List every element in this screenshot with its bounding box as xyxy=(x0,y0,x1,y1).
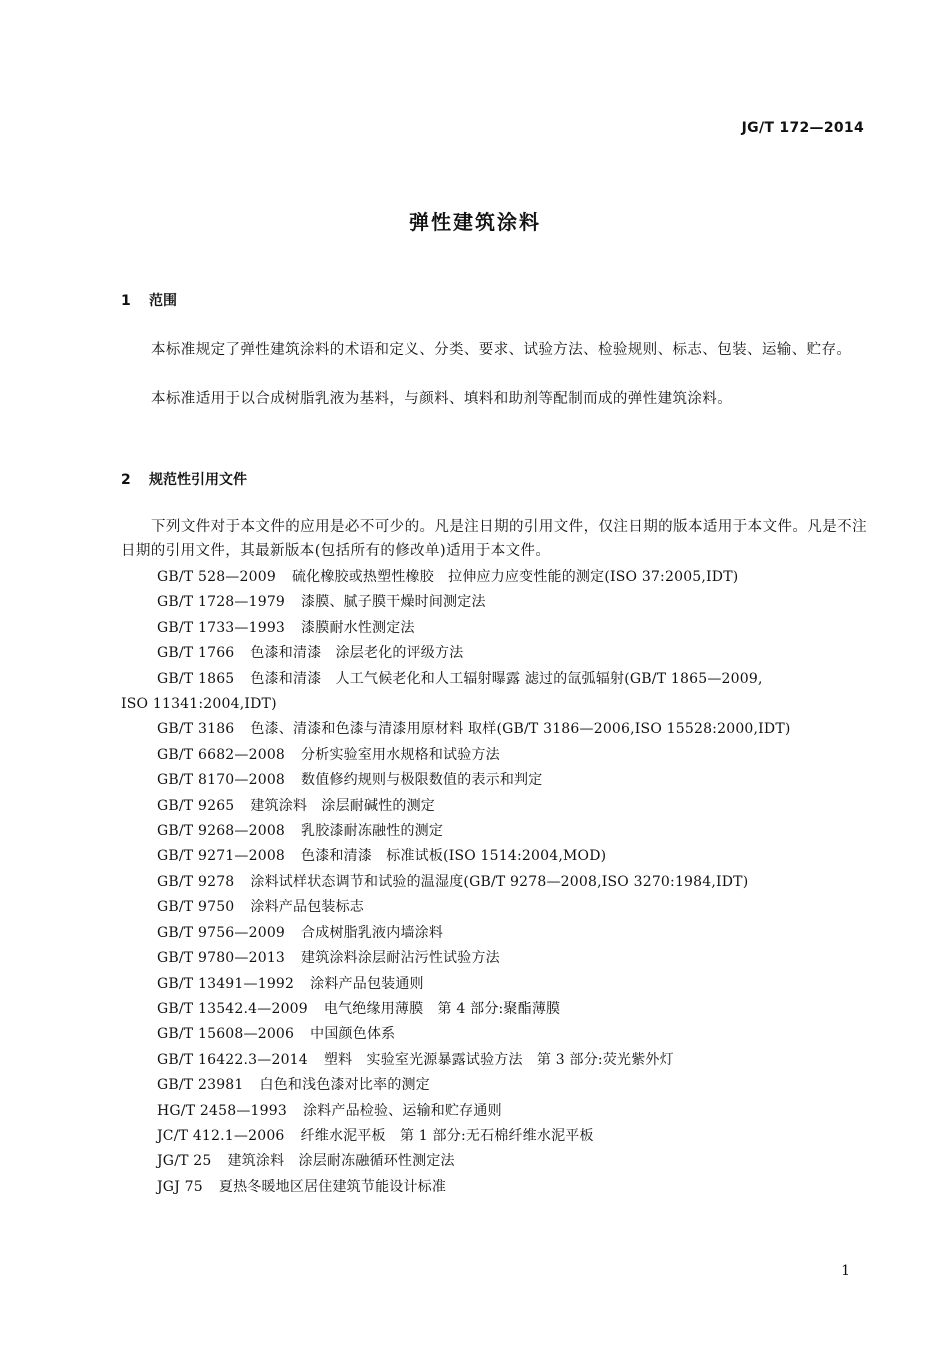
reference-item xyxy=(121,844,881,869)
reference-item xyxy=(121,616,881,641)
reference-title: 夏热冬暖地区居住建筑节能设计标准 xyxy=(218,1178,447,1195)
reference-code: GB/T 1865 xyxy=(157,670,235,687)
page-number: 1 xyxy=(841,1263,850,1279)
reference-code: JGJ 75 xyxy=(157,1178,203,1195)
reference-title: 乳胶漆耐冻融性的测定 xyxy=(301,823,444,840)
reference-item xyxy=(121,1048,881,1073)
reference-code: GB/T 8170—2008 xyxy=(157,772,286,789)
reference-title: 涂料产品检验、运输和贮存通则 xyxy=(302,1102,502,1119)
reference-code: GB/T 9265 xyxy=(157,797,235,814)
reference-title: 数值修约规则与极限数值的表示和判定 xyxy=(301,772,543,789)
reference-title: 涂料产品包装通则 xyxy=(310,975,424,992)
reference-code: GB/T 15608—2006 xyxy=(157,1026,295,1043)
reference-code: GB/T 9268—2008 xyxy=(157,823,286,840)
reference-title: 色漆和清漆 涂层老化的评级方法 xyxy=(250,645,464,662)
reference-item xyxy=(121,743,881,768)
reference-title: 分析实验室用水规格和试验方法 xyxy=(301,746,500,763)
reference-code: GB/T 9750 xyxy=(157,899,235,916)
reference-list xyxy=(121,565,881,1200)
section-title: 范围 xyxy=(149,293,177,309)
reference-item xyxy=(121,667,881,718)
reference-code: GB/T 1728—1979 xyxy=(157,594,286,611)
reference-title: 建筑涂料涂层耐沾污性试验方法 xyxy=(301,950,500,967)
reference-title: 色漆、清漆和色漆与清漆用原材料 取样(GB/T 3186—2006,ISO 15528:2000,IDT) xyxy=(250,721,791,738)
reference-title: 色漆和清漆 标准试板(ISO 1514:2004,MOD) xyxy=(301,848,607,865)
reference-item xyxy=(121,870,881,895)
reference-title: 电气绝缘用薄膜 第 4 部分:聚酯薄膜 xyxy=(323,1000,561,1017)
reference-title: 中国颜色体系 xyxy=(310,1026,396,1043)
reference-code: JG/T 25 xyxy=(157,1153,212,1170)
reference-code: GB/T 9271—2008 xyxy=(157,848,286,865)
reference-code: GB/T 13491—1992 xyxy=(157,975,295,992)
section-number: 2 xyxy=(121,472,131,488)
reference-title: 硫化橡胶或热塑性橡胶 拉伸应力应变性能的测定(ISO 37:2005,IDT) xyxy=(291,569,739,585)
reference-title-continuation: ISO 11341:2004,IDT) xyxy=(121,696,277,713)
reference-item xyxy=(121,972,881,997)
reference-item xyxy=(121,768,881,793)
reference-item xyxy=(121,1099,881,1124)
section-2-heading xyxy=(121,469,247,489)
reference-code: GB/T 13542.4—2009 xyxy=(157,1000,308,1017)
reference-title: 合成树脂乳液内墙涂料 xyxy=(301,924,444,941)
reference-title: 塑料 实验室光源暴露试验方法 第 3 部分:荧光紫外灯 xyxy=(323,1051,674,1068)
reference-code: GB/T 1766 xyxy=(157,645,235,662)
reference-code: GB/T 9756—2009 xyxy=(157,924,286,941)
scope-paragraph-2: 本标准适用于以合成树脂乳液为基料，与颜料、填料和助剂等配制而成的弹性建筑涂料。 xyxy=(151,391,733,407)
reference-item xyxy=(121,565,881,590)
reference-title: 涂料产品包装标志 xyxy=(250,899,365,916)
reference-code: GB/T 16422.3—2014 xyxy=(157,1051,308,1068)
reference-item xyxy=(121,1175,881,1200)
reference-item xyxy=(121,1149,881,1174)
reference-code: GB/T 1733—1993 xyxy=(157,619,286,636)
scope-paragraph-1: 本标准规定了弹性建筑涂料的术语和定义、分类、要求、试验方法、检验规则、标志、包装、运输、贮存。 xyxy=(151,342,852,358)
reference-item xyxy=(121,1073,881,1098)
reference-item xyxy=(121,641,881,666)
reference-title: 漆膜耐水性测定法 xyxy=(301,619,415,636)
standard-code: JG/T 172—2014 xyxy=(741,120,864,136)
reference-item xyxy=(121,1124,881,1149)
reference-code: HG/T 2458—1993 xyxy=(157,1102,287,1119)
reference-item xyxy=(121,794,881,819)
reference-title: 纤维水泥平板 第 1 部分:无石棉纤维水泥平板 xyxy=(300,1127,594,1144)
reference-title: 色漆和清漆 人工气候老化和人工辐射曝露 滤过的氙弧辐射(GB/T 1865—2009, xyxy=(250,670,763,687)
reference-code: GB/T 6682—2008 xyxy=(157,746,286,763)
reference-item xyxy=(121,921,881,946)
reference-title: 涂料试样状态调节和试验的温湿度(GB/T 9278—2008,ISO 3270:1984,IDT) xyxy=(250,873,749,890)
reference-title: 白色和浅色漆对比率的测定 xyxy=(259,1077,430,1094)
reference-item xyxy=(121,819,881,844)
reference-item xyxy=(121,590,881,615)
reference-code: GB/T 3186 xyxy=(157,721,235,738)
reference-title: 建筑涂料 涂层耐碱性的测定 xyxy=(250,797,436,814)
reference-code: GB/T 23981 xyxy=(157,1077,244,1094)
reference-item xyxy=(121,946,881,971)
references-intro: 下列文件对于本文件的应用是必不可少的。凡是注日期的引用文件，仅注日期的版本适用于本文件。凡是不注日期的引用文件，其最新版本(包括所有的修改单)适用于本文件。 xyxy=(121,519,867,559)
reference-code: GB/T 528—2009 xyxy=(157,569,276,585)
section-number: 1 xyxy=(121,293,131,309)
reference-item xyxy=(121,717,881,742)
reference-code: GB/T 9278 xyxy=(157,873,235,890)
reference-title: 漆膜、腻子膜干燥时间测定法 xyxy=(301,594,486,611)
document-title: 弹性建筑涂料 xyxy=(409,210,541,234)
reference-item xyxy=(121,895,881,920)
reference-item xyxy=(121,1022,881,1047)
reference-title: 建筑涂料 涂层耐冻融循环性测定法 xyxy=(227,1153,455,1170)
section-1-heading xyxy=(121,290,177,310)
reference-code: JC/T 412.1—2006 xyxy=(157,1127,285,1144)
reference-code: GB/T 9780—2013 xyxy=(157,950,286,967)
section-title: 规范性引用文件 xyxy=(149,472,247,488)
reference-item xyxy=(121,997,881,1022)
